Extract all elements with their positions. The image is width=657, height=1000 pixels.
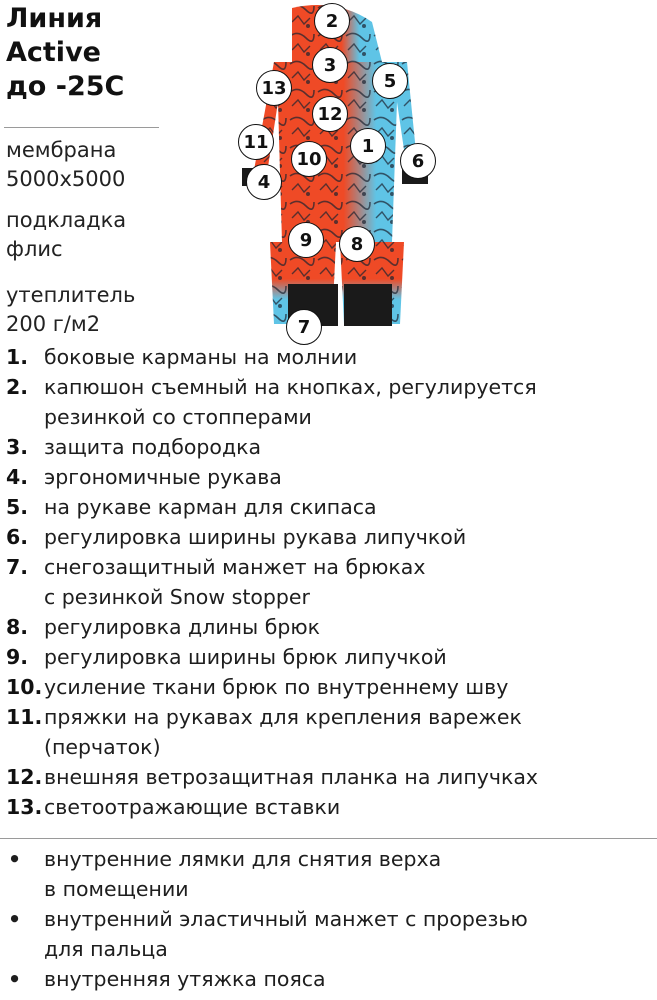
spec-value: флис [6, 237, 63, 261]
feature-text: светоотражающие вставки [44, 795, 341, 819]
extra-text-continued: для пальца [44, 937, 168, 961]
feature-number: 13. [6, 795, 43, 819]
feature-number: 7. [6, 555, 29, 579]
feature-number: 6. [6, 525, 29, 549]
feature-text: эргономичные рукава [44, 465, 282, 489]
snowsuit-figure [232, 2, 442, 342]
feature-item [6, 372, 654, 432]
feature-item [6, 672, 654, 702]
feature-text: капюшон съемный на кнопках, регулируется [44, 375, 537, 399]
feature-text: регулировка длины брюк [44, 615, 321, 639]
bullet-icon: • [8, 967, 22, 991]
callout-9: 9 [288, 222, 324, 258]
extra-item [6, 904, 654, 964]
feature-item [6, 492, 654, 522]
callout-6: 6 [400, 143, 436, 179]
callout-12: 12 [312, 96, 348, 132]
feature-text: регулировка ширины рукава липучкой [44, 525, 467, 549]
feature-text-continued: резинкой со стопперами [44, 405, 312, 429]
extra-text: внутренние лямки для снятия верха [44, 847, 442, 871]
feature-item [6, 522, 654, 552]
spec-membrane [6, 136, 125, 194]
feature-number: 10. [6, 675, 43, 699]
feature-number: 9. [6, 645, 29, 669]
spec-label: мембрана [6, 138, 117, 162]
spec-label: утеплитель [6, 283, 136, 307]
feature-number: 1. [6, 345, 29, 369]
callout-13: 13 [256, 70, 292, 106]
feature-number: 3. [6, 435, 29, 459]
feature-item [6, 762, 654, 792]
extra-text-continued: в помещении [44, 877, 189, 901]
spec-value: 200 г/м2 [6, 312, 101, 336]
feature-item [6, 462, 654, 492]
callout-7: 7 [286, 309, 322, 345]
feature-number: 11. [6, 705, 43, 729]
extras-list [6, 844, 654, 994]
spec-label: подкладка [6, 208, 127, 232]
feature-number: 2. [6, 375, 29, 399]
feature-item [6, 642, 654, 672]
feature-number: 5. [6, 495, 29, 519]
callout-8: 8 [339, 226, 375, 262]
callout-1: 1 [350, 128, 386, 164]
feature-item [6, 552, 654, 612]
callout-2: 2 [314, 3, 350, 39]
feature-item [6, 342, 654, 372]
bullet-icon: • [8, 907, 22, 931]
feature-text: усиление ткани брюк по внутреннему шву [44, 675, 509, 699]
feature-text: боковые карманы на молнии [44, 345, 358, 369]
feature-text-continued: с резинкой Snow stopper [44, 585, 310, 609]
callout-5: 5 [372, 63, 408, 99]
product-line-title [6, 2, 124, 104]
callout-4: 4 [246, 164, 282, 200]
feature-text: пряжки на рукавах для крепления варежек [44, 705, 522, 729]
feature-item [6, 702, 654, 762]
feature-text: регулировка ширины брюк липучкой [44, 645, 447, 669]
callout-10: 10 [291, 141, 327, 177]
bullet-icon: • [8, 847, 22, 871]
callout-11: 11 [238, 124, 274, 160]
feature-item [6, 612, 654, 642]
extras-divider [0, 838, 657, 839]
title-line: до -25С [6, 71, 125, 102]
extra-text: внутренняя утяжка пояса [44, 967, 326, 991]
feature-number: 4. [6, 465, 29, 489]
feature-text: защита подбородка [44, 435, 262, 459]
spec-value: 5000х5000 [6, 167, 126, 191]
feature-item [6, 792, 654, 822]
extra-item [6, 964, 654, 994]
callout-3: 3 [312, 47, 348, 83]
feature-number: 8. [6, 615, 29, 639]
title-divider [4, 127, 159, 128]
spec-insulation [6, 281, 135, 339]
feature-text-continued: (перчаток) [44, 735, 161, 759]
feature-text: на рукаве карман для скипаса [44, 495, 377, 519]
extra-text: внутренний эластичный манжет с прорезью [44, 907, 528, 931]
feature-item [6, 432, 654, 462]
title-line: Линия [6, 3, 103, 34]
extra-item [6, 844, 654, 904]
title-line: Active [6, 37, 101, 68]
spec-lining [6, 206, 126, 264]
feature-text: внешняя ветрозащитная планка на липучках [44, 765, 539, 789]
feature-text: снегозащитный манжет на брюках [44, 555, 426, 579]
features-list [6, 342, 654, 822]
feature-number: 12. [6, 765, 43, 789]
